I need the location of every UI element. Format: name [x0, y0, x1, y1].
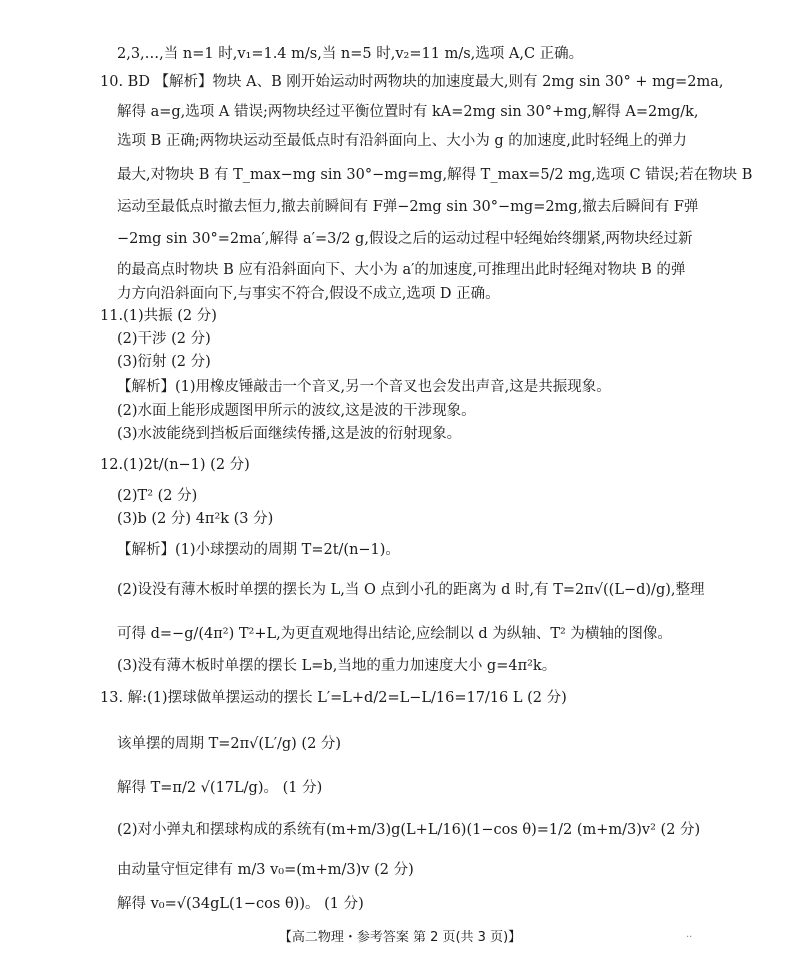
q11-answer-3: (3)衍射 (2 分) [117, 354, 211, 370]
q12-analysis-3: 可得 d=−g/(4π²) T²+L,为更直观地得出结论,应绘制以 d 为纵轴、T² 为横轴的图像。 [117, 626, 672, 642]
text-line-5: 最大,对物块 B 有 T_max−mg sin 30°−mg=mg,解得 T_max=5/2 mg,选项 C 错误;若在物块 B [117, 167, 753, 183]
text-line-8: 的最高点时物块 B 应有沿斜面向下、大小为 a′的加速度,可推理出此时轻绳对物块 B 的弹 [117, 262, 686, 278]
q11-analysis-2: (2)水面上能形成题图甲所示的波纹,这是波的干涉现象。 [117, 403, 476, 419]
text-line-6: 运动至最低点时撤去恒力,撤去前瞬间有 F弹−2mg sin 30°−mg=2mg,撤去后瞬间有 F弹 [117, 199, 699, 215]
q12-analysis-4: (3)没有薄木板时单摆的摆长 L=b,当地的重力加速度大小 g=4π²k。 [117, 658, 557, 674]
q11-answer-1: 11.(1)共振 (2 分) [100, 308, 217, 324]
q11-analysis-3: (3)水波能绕到挡板后面继续传播,这是波的衍射现象。 [117, 426, 462, 442]
q13-line-3: 解得 T=π/2 √(17L/g)。 (1 分) [117, 780, 323, 796]
text-line-4: 选项 B 正确;两物块运动至最低点时有沿斜面向上、大小为 g 的加速度,此时轻绳上的弹力 [117, 133, 687, 149]
q12-answer-3: (3)b (2 分) 4π²k (3 分) [117, 511, 274, 527]
q12-answer-1: 12.(1)2t/(n−1) (2 分) [100, 457, 250, 473]
text-line-2: 10. BD 【解析】物块 A、B 刚开始运动时两物块的加速度最大,则有 2mg sin 30° + mg=2ma, [100, 74, 724, 90]
q12-answer-2: (2)T² (2 分) [117, 488, 198, 504]
q11-analysis-1: 【解析】(1)用橡皮锤敲击一个音叉,另一个音叉也会发出声音,这是共振现象。 [117, 379, 611, 395]
text-line-3: 解得 a=g,选项 A 错误;两物块经过平衡位置时有 kA=2mg sin 30°+mg,解得 A=2mg/k, [117, 104, 699, 120]
q13-line-1: 13. 解:(1)摆球做单摆运动的摆长 L′=L+d/2=L−L/16=17/16 L (2 分) [100, 690, 567, 706]
corner-mark: ·· [686, 932, 693, 943]
q13-line-5: 由动量守恒定律有 m/3 v₀=(m+m/3)v (2 分) [117, 862, 414, 878]
q12-analysis-2: (2)设没有薄木板时单摆的摆长为 L,当 O 点到小孔的距离为 d 时,有 T=2π√((L−d)/g),整理 [117, 582, 705, 598]
text-line-9: 力方向沿斜面向下,与事实不符合,假设不成立,选项 D 正确。 [117, 286, 500, 302]
q13-line-4: (2)对小弹丸和摆球构成的系统有(m+m/3)g(L+L/16)(1−cos θ)=1/2 (m+m/3)v² (2 分) [117, 822, 701, 838]
q12-analysis-1: 【解析】(1)小球摆动的周期 T=2t/(n−1)。 [117, 542, 400, 558]
q11-answer-2: (2)干涉 (2 分) [117, 331, 211, 347]
q13-line-2: 该单摆的周期 T=2π√(L′/g) (2 分) [117, 736, 342, 752]
q13-line-6: 解得 v₀=√(34gL(1−cos θ))。 (1 分) [117, 896, 364, 912]
page-footer: 【高二物理・参考答案 第 2 页(共 3 页)】 [278, 930, 522, 945]
text-line-1: 2,3,…,当 n=1 时,v₁=1.4 m/s,当 n=5 时,v₂=11 m/s,选项 A,C 正确。 [117, 46, 584, 62]
text-line-7: −2mg sin 30°=2ma′,解得 a′=3/2 g,假设之后的运动过程中轻绳始终绷紧,两物块经过新 [117, 231, 693, 247]
